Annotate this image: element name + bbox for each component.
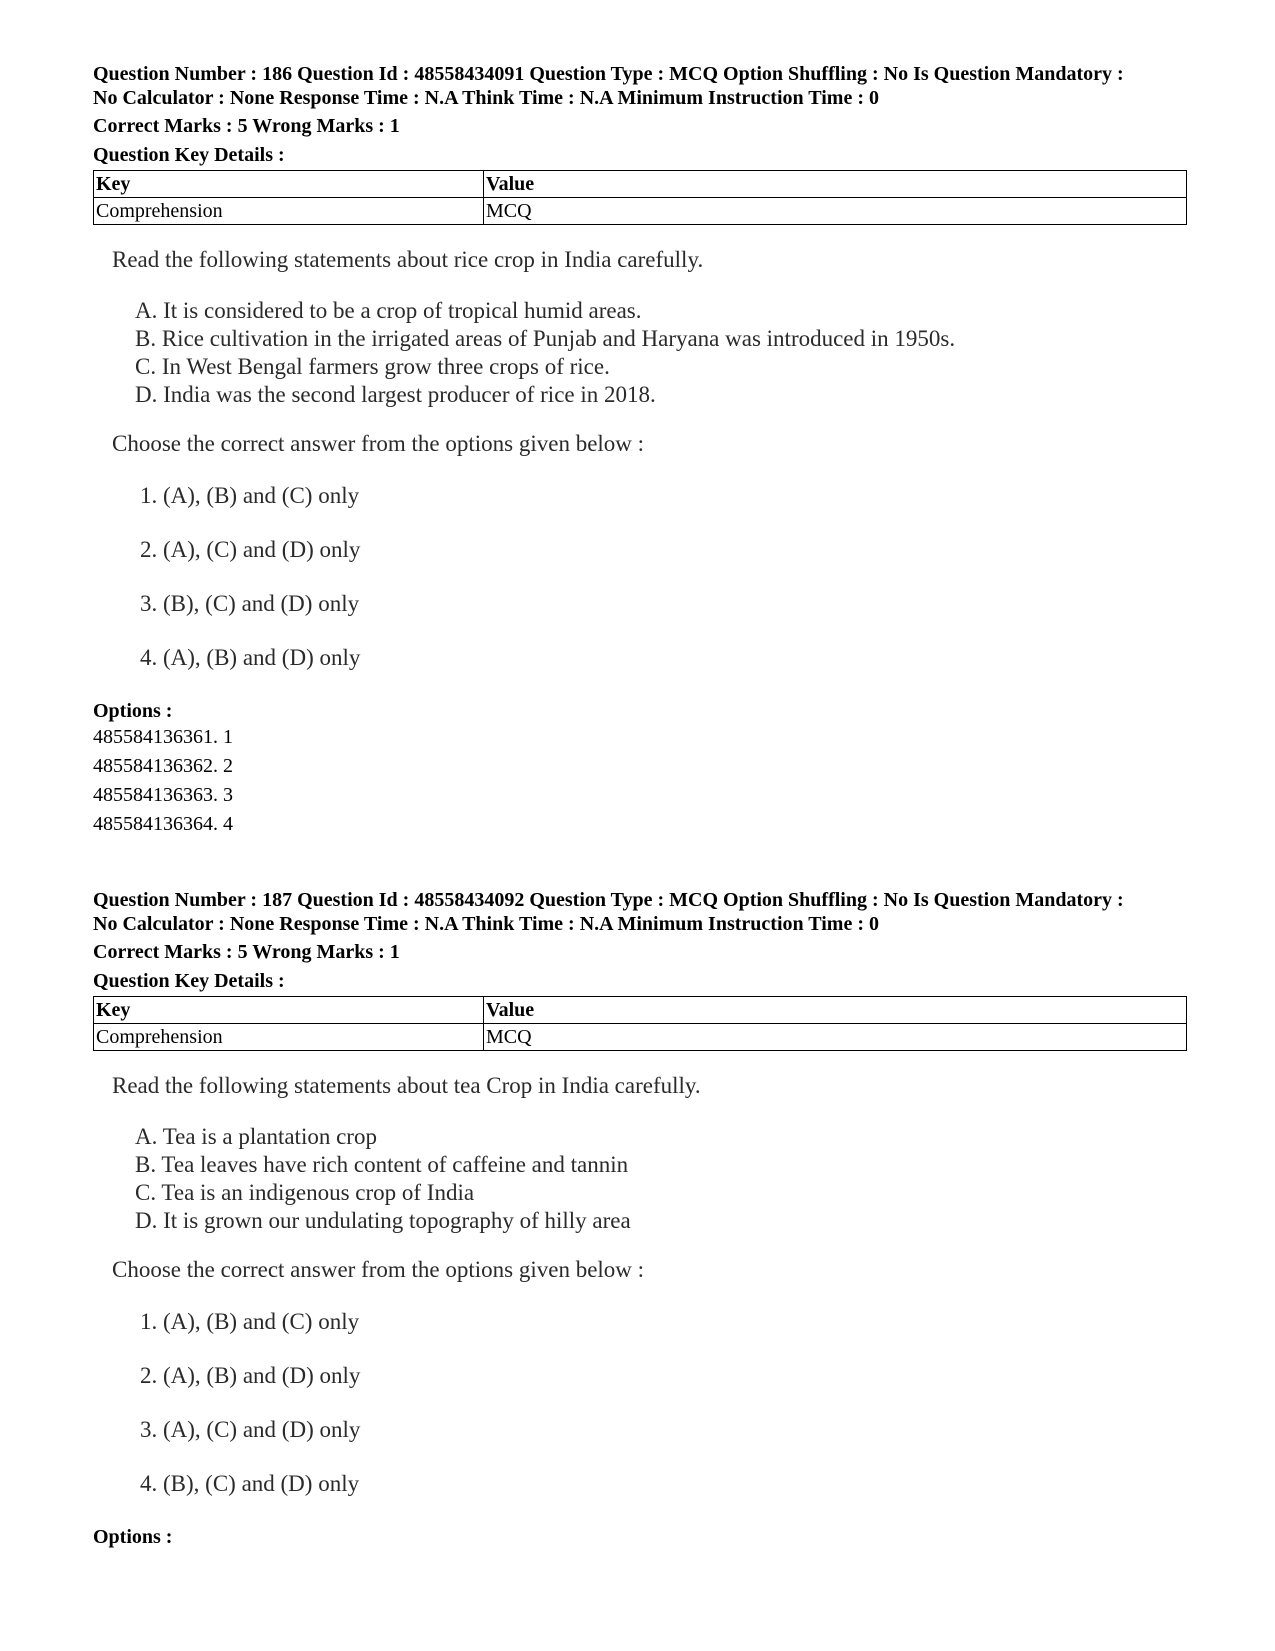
- statement-item: A. It is considered to be a crop of tropical humid areas.: [135, 298, 642, 323]
- table-cell-key: Comprehension: [94, 198, 484, 225]
- statement-item: D. India was the second largest producer of rice in 2018.: [135, 382, 656, 407]
- table-header-value: Value: [484, 997, 1187, 1024]
- question-intro: Read the following statements about tea Crop in India carefully.: [112, 1073, 701, 1098]
- answer-choice: 2. (A), (C) and (D) only: [140, 537, 361, 562]
- options-label: Options :: [93, 1526, 173, 1548]
- answer-choice: 4. (B), (C) and (D) only: [140, 1471, 360, 1496]
- answer-choice: 4. (A), (B) and (D) only: [140, 645, 361, 670]
- question-meta-line-2: No Calculator : None Response Time : N.A Think Time : N.A Minimum Instruction Time : 0: [93, 913, 879, 935]
- question-meta-line-1: Question Number : 186 Question Id : 48558434091 Question Type : MCQ Option Shuffling : No Is Question Mandatory :: [93, 63, 1124, 85]
- table-cell-value: MCQ: [484, 1024, 1187, 1051]
- table-row: [94, 1024, 1187, 1051]
- table-header-row: [94, 997, 1187, 1024]
- answer-choice: 1. (A), (B) and (C) only: [140, 1309, 360, 1334]
- statement-list: [135, 297, 1187, 409]
- statement-item: D. It is grown our undulating topography of hilly area: [135, 1208, 631, 1233]
- answer-choice-list: [140, 483, 1187, 671]
- options-label: Options :: [93, 700, 173, 722]
- answer-choice: 3. (B), (C) and (D) only: [140, 591, 360, 616]
- table-cell-value: MCQ: [484, 198, 1187, 225]
- key-details-label: Question Key Details :: [93, 970, 285, 992]
- key-details-table: [93, 170, 1187, 225]
- marks-line: Correct Marks : 5 Wrong Marks : 1: [93, 115, 400, 137]
- answer-choice: 2. (A), (B) and (D) only: [140, 1363, 361, 1388]
- question-187: [93, 888, 1187, 1549]
- key-details-label: Question Key Details :: [93, 144, 285, 166]
- table-header-key: Key: [94, 997, 484, 1024]
- marks-line: Correct Marks : 5 Wrong Marks : 1: [93, 941, 400, 963]
- statement-item: C. In West Bengal farmers grow three crops of rice.: [135, 354, 610, 379]
- statement-item: C. Tea is an indigenous crop of India: [135, 1180, 475, 1205]
- statement-item: B. Tea leaves have rich content of caffeine and tannin: [135, 1152, 629, 1177]
- question-meta-line-1: Question Number : 187 Question Id : 48558434092 Question Type : MCQ Option Shuffling : No Is Question Mandatory :: [93, 889, 1124, 911]
- question-meta-line-2: No Calculator : None Response Time : N.A Think Time : N.A Minimum Instruction Time : 0: [93, 87, 879, 109]
- option-item: 485584136362. 2: [93, 755, 233, 777]
- table-cell-key: Comprehension: [94, 1024, 484, 1051]
- answer-choice-list: [140, 1309, 1187, 1497]
- option-item: 485584136364. 4: [93, 813, 233, 835]
- table-header-key: Key: [94, 171, 484, 198]
- option-item: 485584136363. 3: [93, 784, 233, 806]
- answer-choice: 3. (A), (C) and (D) only: [140, 1417, 361, 1442]
- table-header-value: Value: [484, 171, 1187, 198]
- table-row: [94, 198, 1187, 225]
- choose-instruction: Choose the correct answer from the options given below :: [112, 431, 645, 456]
- statement-list: [135, 1123, 1187, 1235]
- answer-choice: 1. (A), (B) and (C) only: [140, 483, 360, 508]
- key-details-table: [93, 996, 1187, 1051]
- statement-item: A. Tea is a plantation crop: [135, 1124, 377, 1149]
- choose-instruction: Choose the correct answer from the options given below :: [112, 1257, 645, 1282]
- question-intro: Read the following statements about rice crop in India carefully.: [112, 247, 704, 272]
- statement-item: B. Rice cultivation in the irrigated areas of Punjab and Haryana was introduced in 1950s.: [135, 326, 956, 351]
- table-header-row: [94, 171, 1187, 198]
- option-item: 485584136361. 1: [93, 726, 233, 748]
- question-186: [93, 62, 1187, 839]
